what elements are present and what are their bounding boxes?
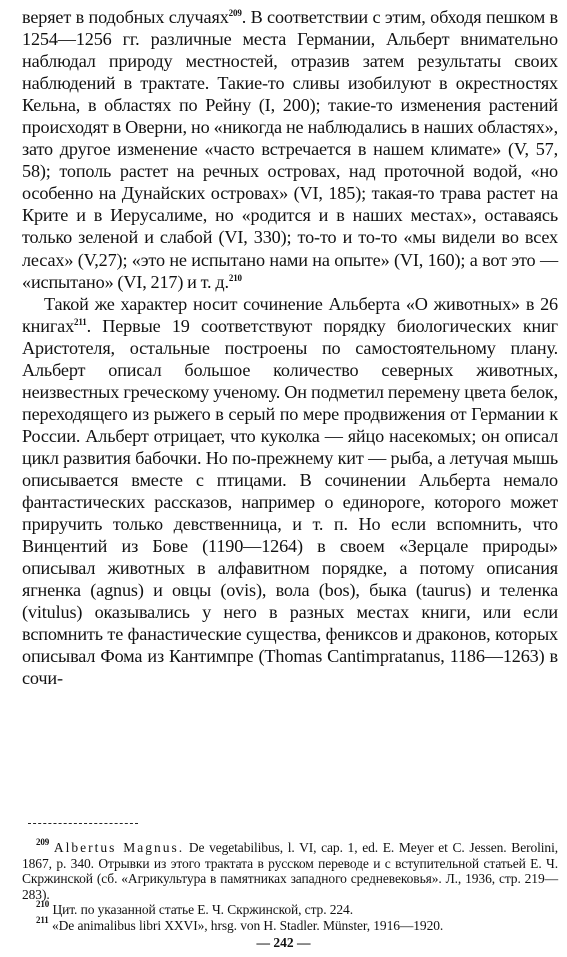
page-number: — 242 — [256,935,311,950]
footnotes [22,837,559,934]
footnote-text: Цит. по указанной статье Е. Ч. Скржинской, стр. 224. [52,902,353,918]
paragraph-1-text: веряет в подобных случаях [22,7,229,27]
paragraph-2-text: Такой же характер носит сочинение Альберта «О животных» в 26 книгах [22,293,558,336]
footnote-number: 211 [36,914,49,925]
footnote-text: «De animalibus libri XXVI», hrsg. von H. Stadler. Münster, 1916—1920. [52,917,444,933]
footnote-211 [22,914,558,934]
paragraph-2-continuation: . Первые 19 соответствуют порядку биологических книг Аристотеля, остальные построены по самостоятельному плану. Альберт описал большое количество северных животных, неизвестных греческому ученому. Он подметил перемену цвета белок, переходящего из рыжего в серый по мере продвижения от Германии к России. Альберт отрицает, что куколка — яйцо насекомых; он описал цикл развития бабочки. Но по-прежнему кит — рыба, а летучая мышь описывается вместе с птицами. В сочинении Альберта немало фантастических рассказов, например о единороге, которого может приручить только девственница, и т. п. Но если вспомнить, что Винцентий из Бове (1190—1264) в своем «Зерцале природы» описывал животных в алфавитном порядке, а потому описания ягненка (agnus) и овцы (ovis), вола (bos), быка (taurus) и теленка (vitulus) оказывались у него в разных местах книги, или если вспомнить те фанастические существа, фениксов и драконов, которых описывал Фома из Кантимпре (Thomas Cantimpratanus, 1186—1263) в сочи- [22,315,558,689]
paragraph-2 [22,293,558,690]
main-text [22,6,558,689]
footnote-ref-211: 211 [74,316,87,327]
footnote-number: 209 [36,837,50,847]
footnote-ref-210: 210 [228,272,242,283]
footnote-ref-209: 209 [228,8,242,18]
footnote-210 [22,899,558,918]
footnote-number: 210 [36,899,50,910]
footnote-text: De vegetabilibus, l. VI, cap. 1, ed. E. Meyer et C. Jessen. Berolini, 1867, p. 340. Отрывки из этого трактата в русском переводе и с вступительной статьей Е. Ч. Скржинской (сб. «Агрикультура в памятниках западного средневековья». Л., 1936, стр. 219—283). [22,840,559,902]
footnote-separator [28,823,138,824]
footnote-209 [22,837,559,902]
paragraph-1-continuation: . В соответствии с этим, обходя пешком в 1254—1256 гг. различные места Германии, Альберт внимательно наблюдал природу местностей, отразив затем результаты своих наблюдений в трактате. Такие-то сливы изобилуют в окрестностях Кельна, в областях по Рейну (I, 200); такие-то изменения растений происходят в Оверни, но «никогда не наблюдались в наших областях», зато другое изменение «часто встречается в нашем климате» (V, 57, 58); тополь растет на речных островах, над проточной водой, «но особенно на Дунайских островах» (VI, 185); такая-то трава растет на Крите и в Иерусалиме, но «родится и в наших местах», оставаясь только зеленой и слабой (VI, 330); то-то и то-то «мы видели во всех лесах» (V,27); «это не испытано нами на опыте» (VI, 160); а вот это — «испытано» (VI, 217) и т. д. [22,7,558,292]
paragraph-1 [22,6,558,293]
footnote-author: Albertus Magnus. [53,840,185,855]
